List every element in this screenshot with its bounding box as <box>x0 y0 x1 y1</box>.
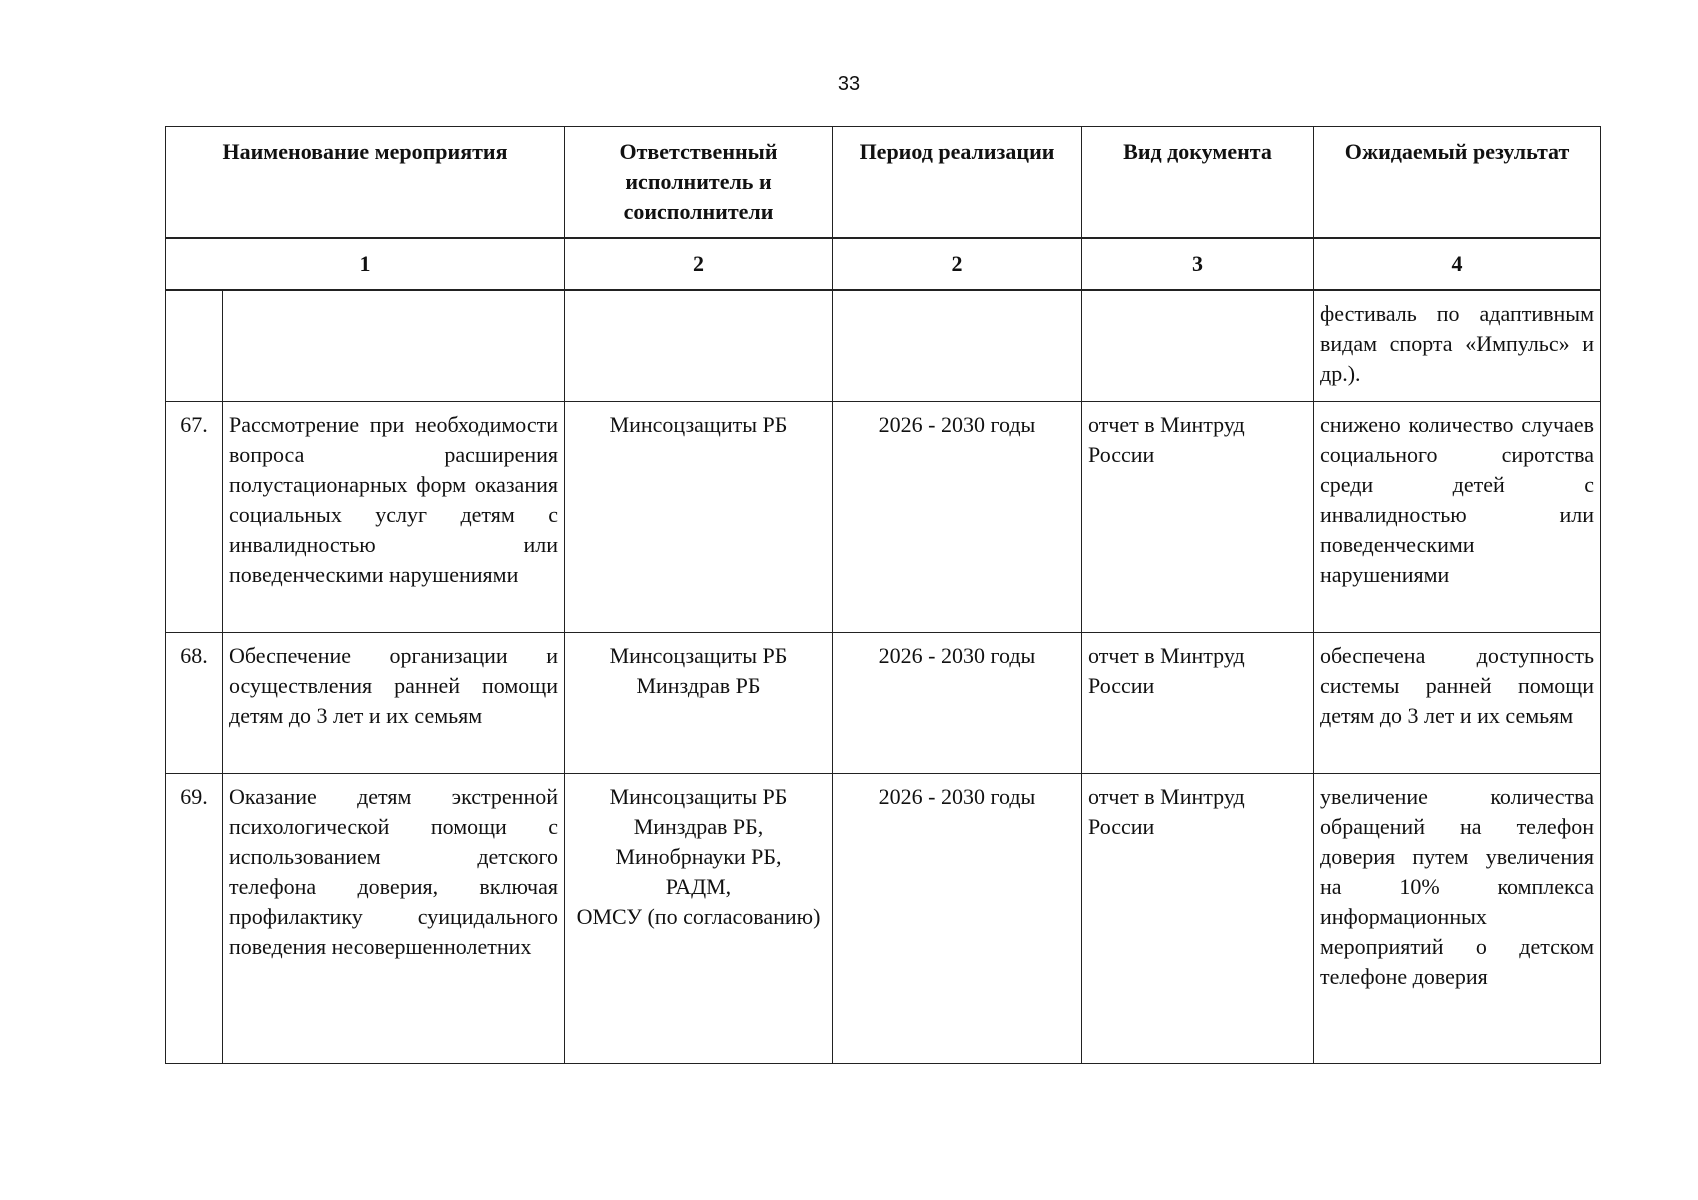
cell-num: 68. <box>166 632 223 773</box>
table-row-continuation <box>166 290 1601 401</box>
header-period: Период реализации <box>833 127 1082 239</box>
cell-period: 2026 - 2030 годы <box>833 401 1082 632</box>
measures-table <box>165 126 1601 1064</box>
cell-name: Рассмотрение при необходимости вопроса расширения полустационарных форм оказания социальных услуг детям с инвалидностью или поведенческими нарушениями <box>223 401 565 632</box>
cell-num <box>166 290 223 401</box>
header-name: Наименование мероприятия <box>166 127 565 239</box>
cell-doc-type: отчет в Минтруд России <box>1082 632 1314 773</box>
header-executor: Ответственный исполнитель и соисполнители <box>565 127 833 239</box>
table-row <box>166 773 1601 1063</box>
column-number-period: 2 <box>833 238 1082 290</box>
cell-result: фестиваль по адаптивным видам спорта «Импульс» и др.). <box>1314 290 1601 401</box>
column-number-doc-type: 3 <box>1082 238 1314 290</box>
cell-name: Оказание детям экстренной психологической помощи с использованием детского телефона доверия, включая профилактику суицидального поведения несовершеннолетних <box>223 773 565 1063</box>
cell-period: 2026 - 2030 годы <box>833 773 1082 1063</box>
column-number-name: 1 <box>166 238 565 290</box>
cell-period: 2026 - 2030 годы <box>833 632 1082 773</box>
column-number-result: 4 <box>1314 238 1601 290</box>
header-doc-type: Вид документа <box>1082 127 1314 239</box>
table-header-row <box>166 127 1601 239</box>
page-number: 33 <box>837 73 861 95</box>
cell-name <box>223 290 565 401</box>
cell-num: 69. <box>166 773 223 1063</box>
table-row <box>166 401 1601 632</box>
cell-executor: Минсоцзащиты РБ Минздрав РБ, Минобрнауки РБ, РАДМ, ОМСУ (по согласованию) <box>565 773 833 1063</box>
cell-executor: Минсоцзащиты РБ Минздрав РБ <box>565 632 833 773</box>
cell-doc-type: отчет в Минтруд России <box>1082 773 1314 1063</box>
header-result: Ожидаемый результат <box>1314 127 1601 239</box>
cell-period <box>833 290 1082 401</box>
cell-doc-type <box>1082 290 1314 401</box>
cell-result: снижено количество случаев социального сиротства среди детей с инвалидностью или поведенческими нарушениями <box>1314 401 1601 632</box>
cell-name: Обеспечение организации и осуществления ранней помощи детям до 3 лет и их семьям <box>223 632 565 773</box>
cell-executor: Минсоцзащиты РБ <box>565 401 833 632</box>
column-numbers-row <box>166 238 1601 290</box>
cell-result: обеспечена доступность системы ранней помощи детям до 3 лет и их семьям <box>1314 632 1601 773</box>
table-row <box>166 632 1601 773</box>
cell-executor <box>565 290 833 401</box>
cell-num: 67. <box>166 401 223 632</box>
cell-result: увеличение количества обращений на телефон доверия путем увеличения на 10% комплекса информационных мероприятий о детском телефоне доверия <box>1314 773 1601 1063</box>
column-number-executor: 2 <box>565 238 833 290</box>
cell-doc-type: отчет в Минтруд России <box>1082 401 1314 632</box>
